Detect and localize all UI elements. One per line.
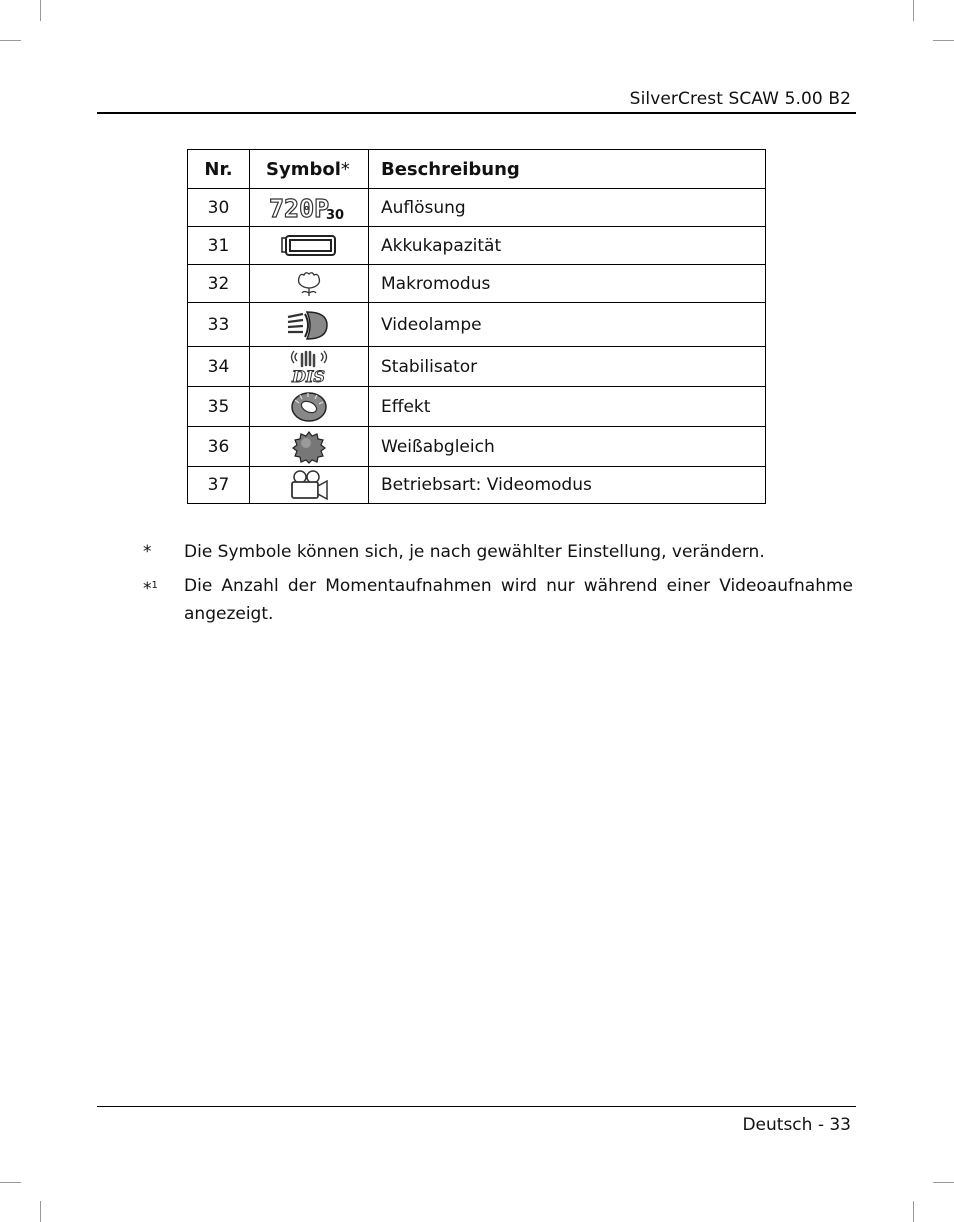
macro-flower-icon	[294, 269, 324, 299]
row-description: Betriebsart: Videomodus	[369, 467, 766, 504]
footnote	[143, 538, 853, 566]
row-description: Weißabgleich	[369, 427, 766, 467]
row-description: Stabilisator	[369, 347, 766, 387]
stabilizer-dis-icon	[289, 350, 329, 384]
header-title: SilverCrest SCAW 5.00 B2	[629, 89, 851, 109]
column-header-nr: Nr.	[188, 150, 250, 189]
row-description: Videolampe	[369, 303, 766, 347]
battery-icon	[281, 234, 337, 258]
crop-mark	[40, 0, 41, 21]
resolution-720p30-icon	[269, 193, 349, 223]
video-lamp-icon	[286, 308, 332, 342]
page-number: Deutsch - 33	[742, 1115, 851, 1135]
table-row	[188, 467, 766, 504]
svg-text:DIS: DIS	[292, 366, 325, 384]
svg-text:720P: 720P	[269, 193, 330, 223]
footnote	[143, 572, 853, 628]
table-row	[188, 189, 766, 227]
row-nr: 30	[188, 189, 250, 227]
table-row	[188, 265, 766, 303]
table-row	[188, 387, 766, 427]
row-description: Akkukapazität	[369, 227, 766, 265]
table-header-row	[188, 150, 766, 189]
row-nr: 32	[188, 265, 250, 303]
column-header-symbol: Symbol*	[250, 150, 369, 189]
crop-mark	[913, 1201, 914, 1222]
table-row	[188, 303, 766, 347]
row-nr: 34	[188, 347, 250, 387]
row-description: Makromodus	[369, 265, 766, 303]
row-nr: 36	[188, 427, 250, 467]
svg-text:30: 30	[326, 207, 345, 223]
row-nr: 33	[188, 303, 250, 347]
footnote-mark: *$^1$	[143, 579, 158, 599]
row-description: Auflösung	[369, 189, 766, 227]
footer-rule	[97, 1106, 856, 1107]
footnote-text: Die Symbole können sich, je nach gewählter Einstellung, verändern.	[184, 542, 765, 562]
video-camera-icon	[289, 469, 329, 501]
crop-mark	[0, 40, 21, 41]
crop-mark	[40, 1201, 41, 1222]
crop-mark	[933, 40, 954, 41]
header-rule	[97, 112, 856, 114]
table-row	[188, 427, 766, 467]
footnote-text: Die Anzahl der Momentaufnahmen wird nur während einer Videoaufnahme angezeigt.	[184, 576, 853, 624]
white-balance-icon	[292, 430, 326, 464]
row-nr: 31	[188, 227, 250, 265]
symbol-table	[187, 149, 766, 504]
effect-icon	[289, 390, 329, 424]
table-row	[188, 347, 766, 387]
footnote-mark: *	[143, 542, 152, 562]
crop-mark	[0, 1182, 21, 1183]
row-nr: 37	[188, 467, 250, 504]
column-header-description: Beschreibung	[369, 150, 766, 189]
table-row	[188, 227, 766, 265]
crop-mark	[913, 0, 914, 21]
row-nr: 35	[188, 387, 250, 427]
crop-mark	[933, 1182, 954, 1183]
row-description: Effekt	[369, 387, 766, 427]
symbol-asterisk: *	[340, 158, 350, 180]
